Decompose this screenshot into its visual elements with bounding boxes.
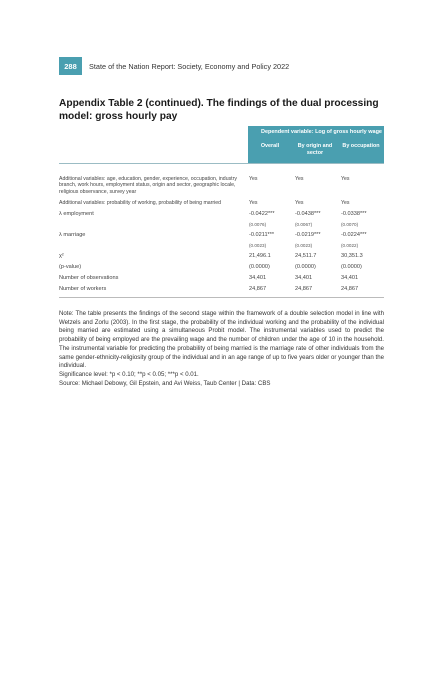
- cell-overall: (0.0000): [249, 264, 270, 270]
- significance-text: Significance level: *p < 0.10; **p < 0.05; ***p < 0.01.: [59, 370, 199, 378]
- row-label: Number of observations: [59, 275, 119, 281]
- row-label: Additional variables: age, education, gender, experience, occupation, industry branch, work hours, employment status, origin and sector, geographic locale, religious observance, survey year: [59, 176, 237, 195]
- cell-occupation: (0.0000): [341, 264, 362, 270]
- cell-overall: 21,496.1: [249, 253, 271, 259]
- header-rule: [59, 163, 384, 164]
- cell-occupation: Yes: [341, 200, 350, 206]
- cell-overall: -0.0211***: [249, 232, 275, 238]
- row-label: χ²: [59, 253, 64, 259]
- cell-overall-se: (0.0076): [249, 222, 267, 227]
- column-header-overall: Overall: [260, 143, 280, 149]
- row-label: (p-value): [59, 264, 82, 270]
- cell-origin-sector-se: (0.0023): [295, 243, 313, 248]
- cell-origin-sector: Yes: [295, 200, 304, 206]
- cell-overall-se: (0.0023): [249, 243, 267, 248]
- cell-origin-sector: Yes: [295, 176, 304, 182]
- cell-origin-sector: 24,511.7: [295, 253, 317, 259]
- cell-origin-sector: -0.0438***: [295, 211, 321, 217]
- cell-origin-sector: 24,867: [295, 286, 313, 292]
- cell-overall: Yes: [249, 200, 258, 206]
- table-title: Appendix Table 2 (continued). The findings of the dual processing model: gross hourly pay: [59, 98, 379, 122]
- cell-overall: 24,867: [249, 286, 267, 292]
- table-notes: [59, 310, 384, 388]
- column-header-origin-sector: By origin and sector: [297, 143, 333, 156]
- cell-occupation: Yes: [341, 176, 350, 182]
- row-label: λ marriage: [59, 232, 86, 238]
- table-header: [248, 126, 384, 163]
- table-bottom-rule: [59, 297, 384, 298]
- cell-origin-sector-se: (0.0067): [295, 222, 313, 227]
- row-label: Additional variables: probability of working, probability of being married: [59, 200, 222, 206]
- page-number: 288: [59, 57, 82, 75]
- cell-overall: Yes: [249, 176, 258, 182]
- cell-occupation-se: (0.0022): [341, 243, 359, 248]
- page-header: [59, 57, 289, 75]
- note-text: Note: The table presents the findings of the second stage within the framework of a double selection model in line with Wetzels and Zorlu (2003). In the first stage, the probability of the individual working and the probability of the individual being married are estimated using a simultaneous Probit model. The instrumental variables used to predict the probability of being employed are the prevailing wage and the number of children under the age of 10 in the household. The instrumental variable for predicting the probability of being married is the marriage rate of other individuals from the same gender-ethnicity-religiosity group of the individual and in an age range of up to five years older or younger than the individual.: [59, 310, 384, 370]
- source-text: Source: Michael Debowy, Gil Epstein, and Avi Weiss, Taub Center | Data: CBS: [59, 379, 271, 387]
- cell-origin-sector: 34,401: [295, 275, 313, 281]
- cell-origin-sector: (0.0000): [295, 264, 316, 270]
- running-title: State of the Nation Report: Society, Economy and Policy 2022: [89, 61, 290, 71]
- cell-occupation: 30,351.3: [341, 253, 363, 259]
- cell-occupation: 34,401: [341, 275, 359, 281]
- cell-occupation: -0.0224***: [341, 232, 367, 238]
- cell-occupation-se: (0.0070): [341, 222, 359, 227]
- cell-overall: -0.0422***: [249, 211, 275, 217]
- cell-occupation: 24,867: [341, 286, 359, 292]
- row-label: λ employment: [59, 211, 94, 217]
- column-header-occupation: By occupation: [342, 143, 380, 149]
- row-label: Number of workers: [59, 286, 107, 292]
- cell-origin-sector: -0.0219***: [295, 232, 321, 238]
- cell-occupation: -0.0338***: [341, 211, 367, 217]
- dependent-variable-label: Dependent variable: Log of gross hourly wage: [260, 129, 382, 135]
- cell-overall: 34,401: [249, 275, 267, 281]
